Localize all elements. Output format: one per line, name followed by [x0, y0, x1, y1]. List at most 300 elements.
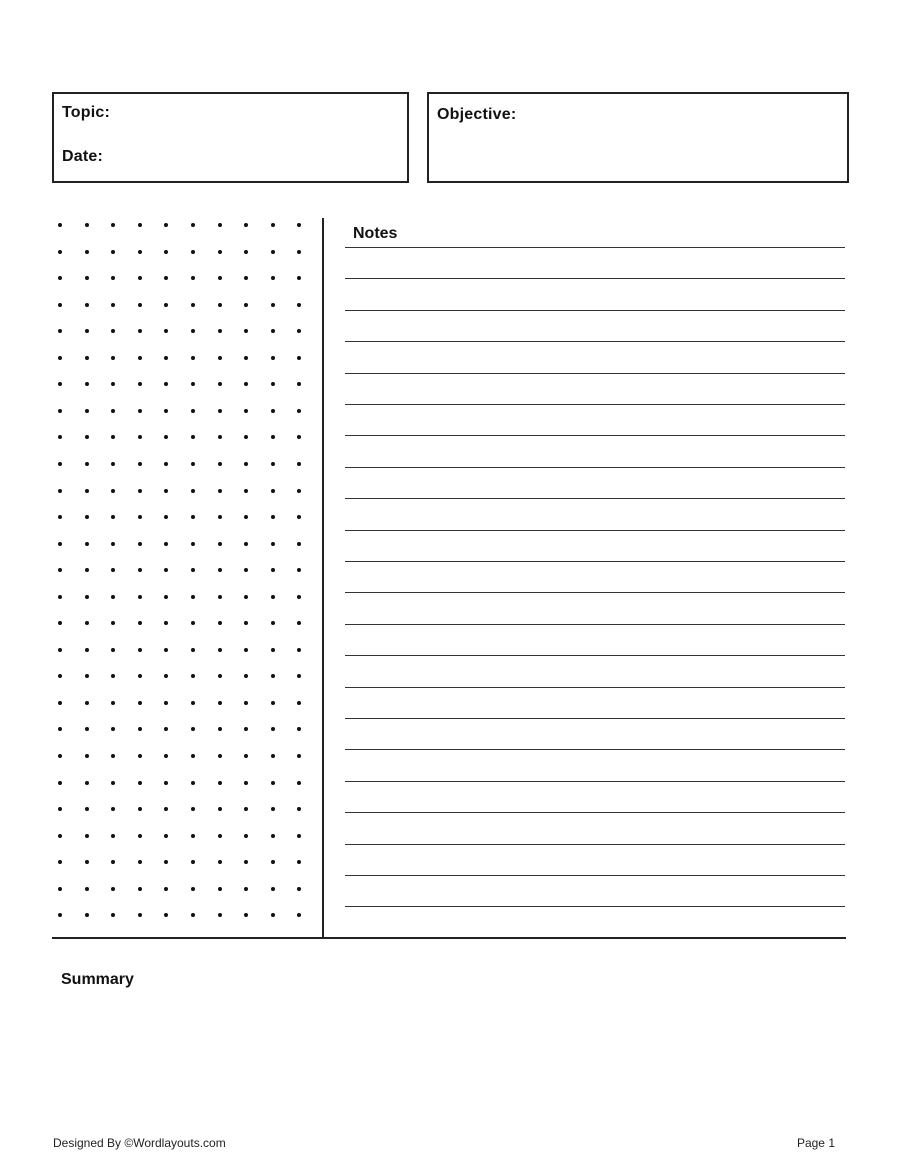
grid-dot [244, 621, 248, 625]
grid-dot [191, 727, 195, 731]
grid-dot [191, 807, 195, 811]
grid-dot [244, 250, 248, 254]
grid-dot [191, 489, 195, 493]
grid-dot [271, 754, 275, 758]
grid-dot [191, 542, 195, 546]
grid-dot [297, 276, 301, 280]
grid-dot [191, 860, 195, 864]
grid-dot [58, 250, 62, 254]
grid-dot [164, 781, 168, 785]
grid-dot [58, 303, 62, 307]
grid-dot [271, 409, 275, 413]
grid-dot [58, 542, 62, 546]
grid-dot [138, 489, 142, 493]
grid-dot [138, 781, 142, 785]
grid-dot [271, 250, 275, 254]
grid-dot [138, 435, 142, 439]
grid-dot [297, 409, 301, 413]
grid-dot [297, 621, 301, 625]
note-line [345, 247, 845, 248]
grid-dot [111, 860, 115, 864]
note-line [345, 467, 845, 468]
grid-dot [58, 834, 62, 838]
grid-dot [191, 674, 195, 678]
grid-dot [271, 329, 275, 333]
grid-dot [85, 807, 89, 811]
grid-dot [297, 860, 301, 864]
note-line [345, 718, 845, 719]
grid-dot [297, 595, 301, 599]
grid-dot [138, 250, 142, 254]
grid-dot [111, 223, 115, 227]
grid-dot [85, 303, 89, 307]
grid-dot [297, 515, 301, 519]
grid-dot [85, 515, 89, 519]
grid-dot [85, 382, 89, 386]
grid-dot [85, 276, 89, 280]
objective-label: Objective: [437, 106, 517, 123]
grid-dot [297, 887, 301, 891]
grid-dot [111, 621, 115, 625]
grid-dot [138, 621, 142, 625]
grid-dot [164, 913, 168, 917]
grid-dot [138, 542, 142, 546]
grid-dot [164, 223, 168, 227]
grid-dot [85, 462, 89, 466]
grid-dot [111, 834, 115, 838]
grid-dot [111, 489, 115, 493]
grid-dot [191, 462, 195, 466]
grid-dot [297, 223, 301, 227]
grid-dot [271, 781, 275, 785]
grid-dot [218, 648, 222, 652]
grid-dot [58, 356, 62, 360]
grid-dot [271, 568, 275, 572]
grid-dot [218, 515, 222, 519]
grid-dot [58, 568, 62, 572]
grid-dot [85, 595, 89, 599]
grid-dot [138, 834, 142, 838]
grid-dot [191, 223, 195, 227]
note-line [345, 844, 845, 845]
grid-dot [58, 754, 62, 758]
grid-dot [244, 807, 248, 811]
grid-dot [191, 754, 195, 758]
grid-dot [164, 409, 168, 413]
grid-dot [244, 754, 248, 758]
grid-dot [244, 462, 248, 466]
grid-dot [58, 462, 62, 466]
grid-dot [138, 727, 142, 731]
grid-dot [244, 860, 248, 864]
grid-dot [244, 276, 248, 280]
grid-dot [85, 250, 89, 254]
note-line [345, 341, 845, 342]
grid-dot [271, 542, 275, 546]
grid-dot [271, 621, 275, 625]
grid-dot [218, 727, 222, 731]
grid-dot [271, 435, 275, 439]
grid-dot [218, 674, 222, 678]
grid-dot [297, 754, 301, 758]
grid-dot [218, 223, 222, 227]
grid-dot [297, 807, 301, 811]
footer-credit: Designed By ©Wordlayouts.com [53, 1136, 226, 1150]
grid-dot [58, 276, 62, 280]
grid-dot [85, 621, 89, 625]
grid-dot [191, 887, 195, 891]
grid-dot [85, 701, 89, 705]
grid-dot [164, 435, 168, 439]
grid-dot [191, 382, 195, 386]
grid-dot [138, 382, 142, 386]
grid-dot [138, 356, 142, 360]
grid-dot [111, 462, 115, 466]
grid-dot [244, 568, 248, 572]
grid-dot [85, 329, 89, 333]
grid-dot [191, 648, 195, 652]
topic-label: Topic: [62, 104, 111, 121]
grid-dot [164, 356, 168, 360]
grid-dot [111, 648, 115, 652]
grid-dot [191, 250, 195, 254]
grid-dot [138, 701, 142, 705]
cue-dot-grid [50, 213, 310, 928]
note-line [345, 655, 845, 656]
grid-dot [218, 276, 222, 280]
grid-dot [218, 621, 222, 625]
grid-dot [244, 913, 248, 917]
grid-dot [164, 807, 168, 811]
grid-dot [111, 568, 115, 572]
grid-dot [244, 409, 248, 413]
grid-dot [271, 834, 275, 838]
grid-dot [218, 887, 222, 891]
grid-dot [164, 754, 168, 758]
grid-dot [297, 834, 301, 838]
grid-dot [244, 435, 248, 439]
column-divider [322, 218, 324, 939]
summary-label: Summary [61, 971, 134, 988]
grid-dot [297, 435, 301, 439]
date-label: Date: [62, 148, 104, 165]
grid-dot [138, 648, 142, 652]
grid-dot [85, 542, 89, 546]
grid-dot [297, 701, 301, 705]
grid-dot [271, 595, 275, 599]
grid-dot [58, 727, 62, 731]
grid-dot [85, 754, 89, 758]
grid-dot [111, 887, 115, 891]
grid-dot [218, 595, 222, 599]
grid-dot [58, 515, 62, 519]
grid-dot [111, 303, 115, 307]
grid-dot [218, 834, 222, 838]
grid-dot [111, 913, 115, 917]
grid-dot [164, 489, 168, 493]
grid-dot [164, 329, 168, 333]
grid-dot [85, 887, 89, 891]
grid-dot [218, 542, 222, 546]
grid-dot [58, 887, 62, 891]
grid-dot [244, 515, 248, 519]
grid-dot [271, 356, 275, 360]
grid-dot [138, 754, 142, 758]
grid-dot [191, 781, 195, 785]
grid-dot [164, 860, 168, 864]
note-line [345, 435, 845, 436]
note-line [345, 310, 845, 311]
grid-dot [138, 913, 142, 917]
grid-dot [191, 595, 195, 599]
grid-dot [271, 807, 275, 811]
grid-dot [218, 356, 222, 360]
grid-dot [218, 462, 222, 466]
grid-dot [138, 674, 142, 678]
grid-dot [218, 781, 222, 785]
grid-dot [297, 303, 301, 307]
grid-dot [85, 489, 89, 493]
grid-dot [271, 462, 275, 466]
note-line [345, 530, 845, 531]
grid-dot [271, 515, 275, 519]
grid-dot [164, 542, 168, 546]
grid-dot [244, 382, 248, 386]
grid-dot [164, 276, 168, 280]
grid-dot [191, 409, 195, 413]
grid-dot [297, 489, 301, 493]
grid-dot [218, 807, 222, 811]
grid-dot [271, 276, 275, 280]
grid-dot [85, 648, 89, 652]
grid-dot [191, 356, 195, 360]
grid-dot [164, 648, 168, 652]
grid-dot [218, 250, 222, 254]
grid-dot [138, 887, 142, 891]
grid-dot [164, 462, 168, 466]
notes-label: Notes [353, 225, 398, 242]
grid-dot [111, 356, 115, 360]
grid-dot [164, 568, 168, 572]
grid-dot [58, 329, 62, 333]
grid-dot [297, 250, 301, 254]
grid-dot [271, 887, 275, 891]
grid-dot [271, 674, 275, 678]
grid-dot [164, 382, 168, 386]
grid-dot [271, 860, 275, 864]
grid-dot [191, 329, 195, 333]
grid-dot [138, 223, 142, 227]
grid-dot [138, 568, 142, 572]
grid-dot [191, 515, 195, 519]
grid-dot [164, 303, 168, 307]
grid-dot [111, 435, 115, 439]
grid-dot [191, 834, 195, 838]
grid-dot [244, 887, 248, 891]
grid-dot [111, 542, 115, 546]
note-line [345, 906, 845, 907]
grid-dot [111, 382, 115, 386]
grid-dot [297, 648, 301, 652]
grid-dot [191, 276, 195, 280]
grid-dot [111, 409, 115, 413]
grid-dot [58, 781, 62, 785]
grid-dot [58, 621, 62, 625]
grid-dot [85, 781, 89, 785]
grid-dot [58, 648, 62, 652]
grid-dot [111, 701, 115, 705]
grid-dot [111, 515, 115, 519]
grid-dot [85, 860, 89, 864]
grid-dot [58, 409, 62, 413]
grid-dot [218, 701, 222, 705]
grid-dot [297, 674, 301, 678]
grid-dot [58, 223, 62, 227]
grid-dot [191, 701, 195, 705]
grid-dot [58, 701, 62, 705]
grid-dot [85, 727, 89, 731]
grid-dot [58, 382, 62, 386]
grid-dot [138, 276, 142, 280]
grid-dot [85, 409, 89, 413]
grid-dot [271, 913, 275, 917]
grid-dot [191, 568, 195, 572]
grid-dot [138, 515, 142, 519]
grid-dot [191, 621, 195, 625]
grid-dot [164, 621, 168, 625]
grid-dot [85, 834, 89, 838]
grid-dot [271, 648, 275, 652]
grid-dot [164, 250, 168, 254]
grid-dot [111, 727, 115, 731]
grid-dot [218, 409, 222, 413]
grid-dot [297, 382, 301, 386]
grid-dot [297, 356, 301, 360]
grid-dot [138, 807, 142, 811]
grid-dot [244, 542, 248, 546]
grid-dot [111, 329, 115, 333]
grid-dot [271, 489, 275, 493]
grid-dot [138, 409, 142, 413]
grid-dot [244, 727, 248, 731]
grid-dot [191, 913, 195, 917]
grid-dot [244, 701, 248, 705]
grid-dot [58, 674, 62, 678]
grid-dot [111, 754, 115, 758]
grid-dot [138, 595, 142, 599]
grid-dot [244, 329, 248, 333]
grid-dot [297, 542, 301, 546]
grid-dot [58, 860, 62, 864]
grid-dot [271, 382, 275, 386]
grid-dot [85, 913, 89, 917]
notes-ruled-lines [345, 0, 845, 920]
grid-dot [85, 356, 89, 360]
note-line [345, 624, 845, 625]
grid-dot [58, 595, 62, 599]
note-line [345, 781, 845, 782]
grid-dot [271, 223, 275, 227]
grid-dot [111, 595, 115, 599]
note-line [345, 498, 845, 499]
grid-dot [218, 754, 222, 758]
grid-dot [58, 807, 62, 811]
grid-dot [164, 834, 168, 838]
grid-dot [85, 223, 89, 227]
grid-dot [244, 489, 248, 493]
grid-dot [297, 568, 301, 572]
grid-dot [164, 595, 168, 599]
grid-dot [244, 674, 248, 678]
grid-dot [218, 435, 222, 439]
grid-dot [58, 435, 62, 439]
grid-dot [111, 276, 115, 280]
grid-dot [111, 781, 115, 785]
note-line [345, 404, 845, 405]
grid-dot [138, 462, 142, 466]
grid-dot [111, 674, 115, 678]
grid-dot [297, 329, 301, 333]
note-line [345, 373, 845, 374]
grid-dot [297, 913, 301, 917]
grid-dot [191, 303, 195, 307]
grid-dot [297, 462, 301, 466]
grid-dot [164, 887, 168, 891]
note-line [345, 278, 845, 279]
grid-dot [218, 329, 222, 333]
summary-divider [52, 937, 846, 939]
grid-dot [218, 382, 222, 386]
grid-dot [111, 807, 115, 811]
grid-dot [111, 250, 115, 254]
grid-dot [244, 834, 248, 838]
page-number: Page 1 [796, 1136, 835, 1150]
note-line [345, 812, 845, 813]
grid-dot [271, 727, 275, 731]
grid-dot [164, 701, 168, 705]
grid-dot [191, 435, 195, 439]
grid-dot [271, 303, 275, 307]
grid-dot [85, 674, 89, 678]
grid-dot [218, 860, 222, 864]
note-line [345, 875, 845, 876]
grid-dot [244, 356, 248, 360]
grid-dot [218, 913, 222, 917]
grid-dot [85, 568, 89, 572]
grid-dot [297, 727, 301, 731]
grid-dot [218, 303, 222, 307]
note-line [345, 592, 845, 593]
note-line [345, 749, 845, 750]
grid-dot [244, 781, 248, 785]
grid-dot [58, 489, 62, 493]
grid-dot [244, 223, 248, 227]
grid-dot [244, 648, 248, 652]
grid-dot [218, 489, 222, 493]
grid-dot [138, 329, 142, 333]
grid-dot [138, 303, 142, 307]
grid-dot [164, 727, 168, 731]
grid-dot [244, 595, 248, 599]
note-line [345, 687, 845, 688]
grid-dot [164, 515, 168, 519]
grid-dot [244, 303, 248, 307]
grid-dot [218, 568, 222, 572]
grid-dot [297, 781, 301, 785]
grid-dot [58, 913, 62, 917]
note-line [345, 561, 845, 562]
grid-dot [85, 435, 89, 439]
